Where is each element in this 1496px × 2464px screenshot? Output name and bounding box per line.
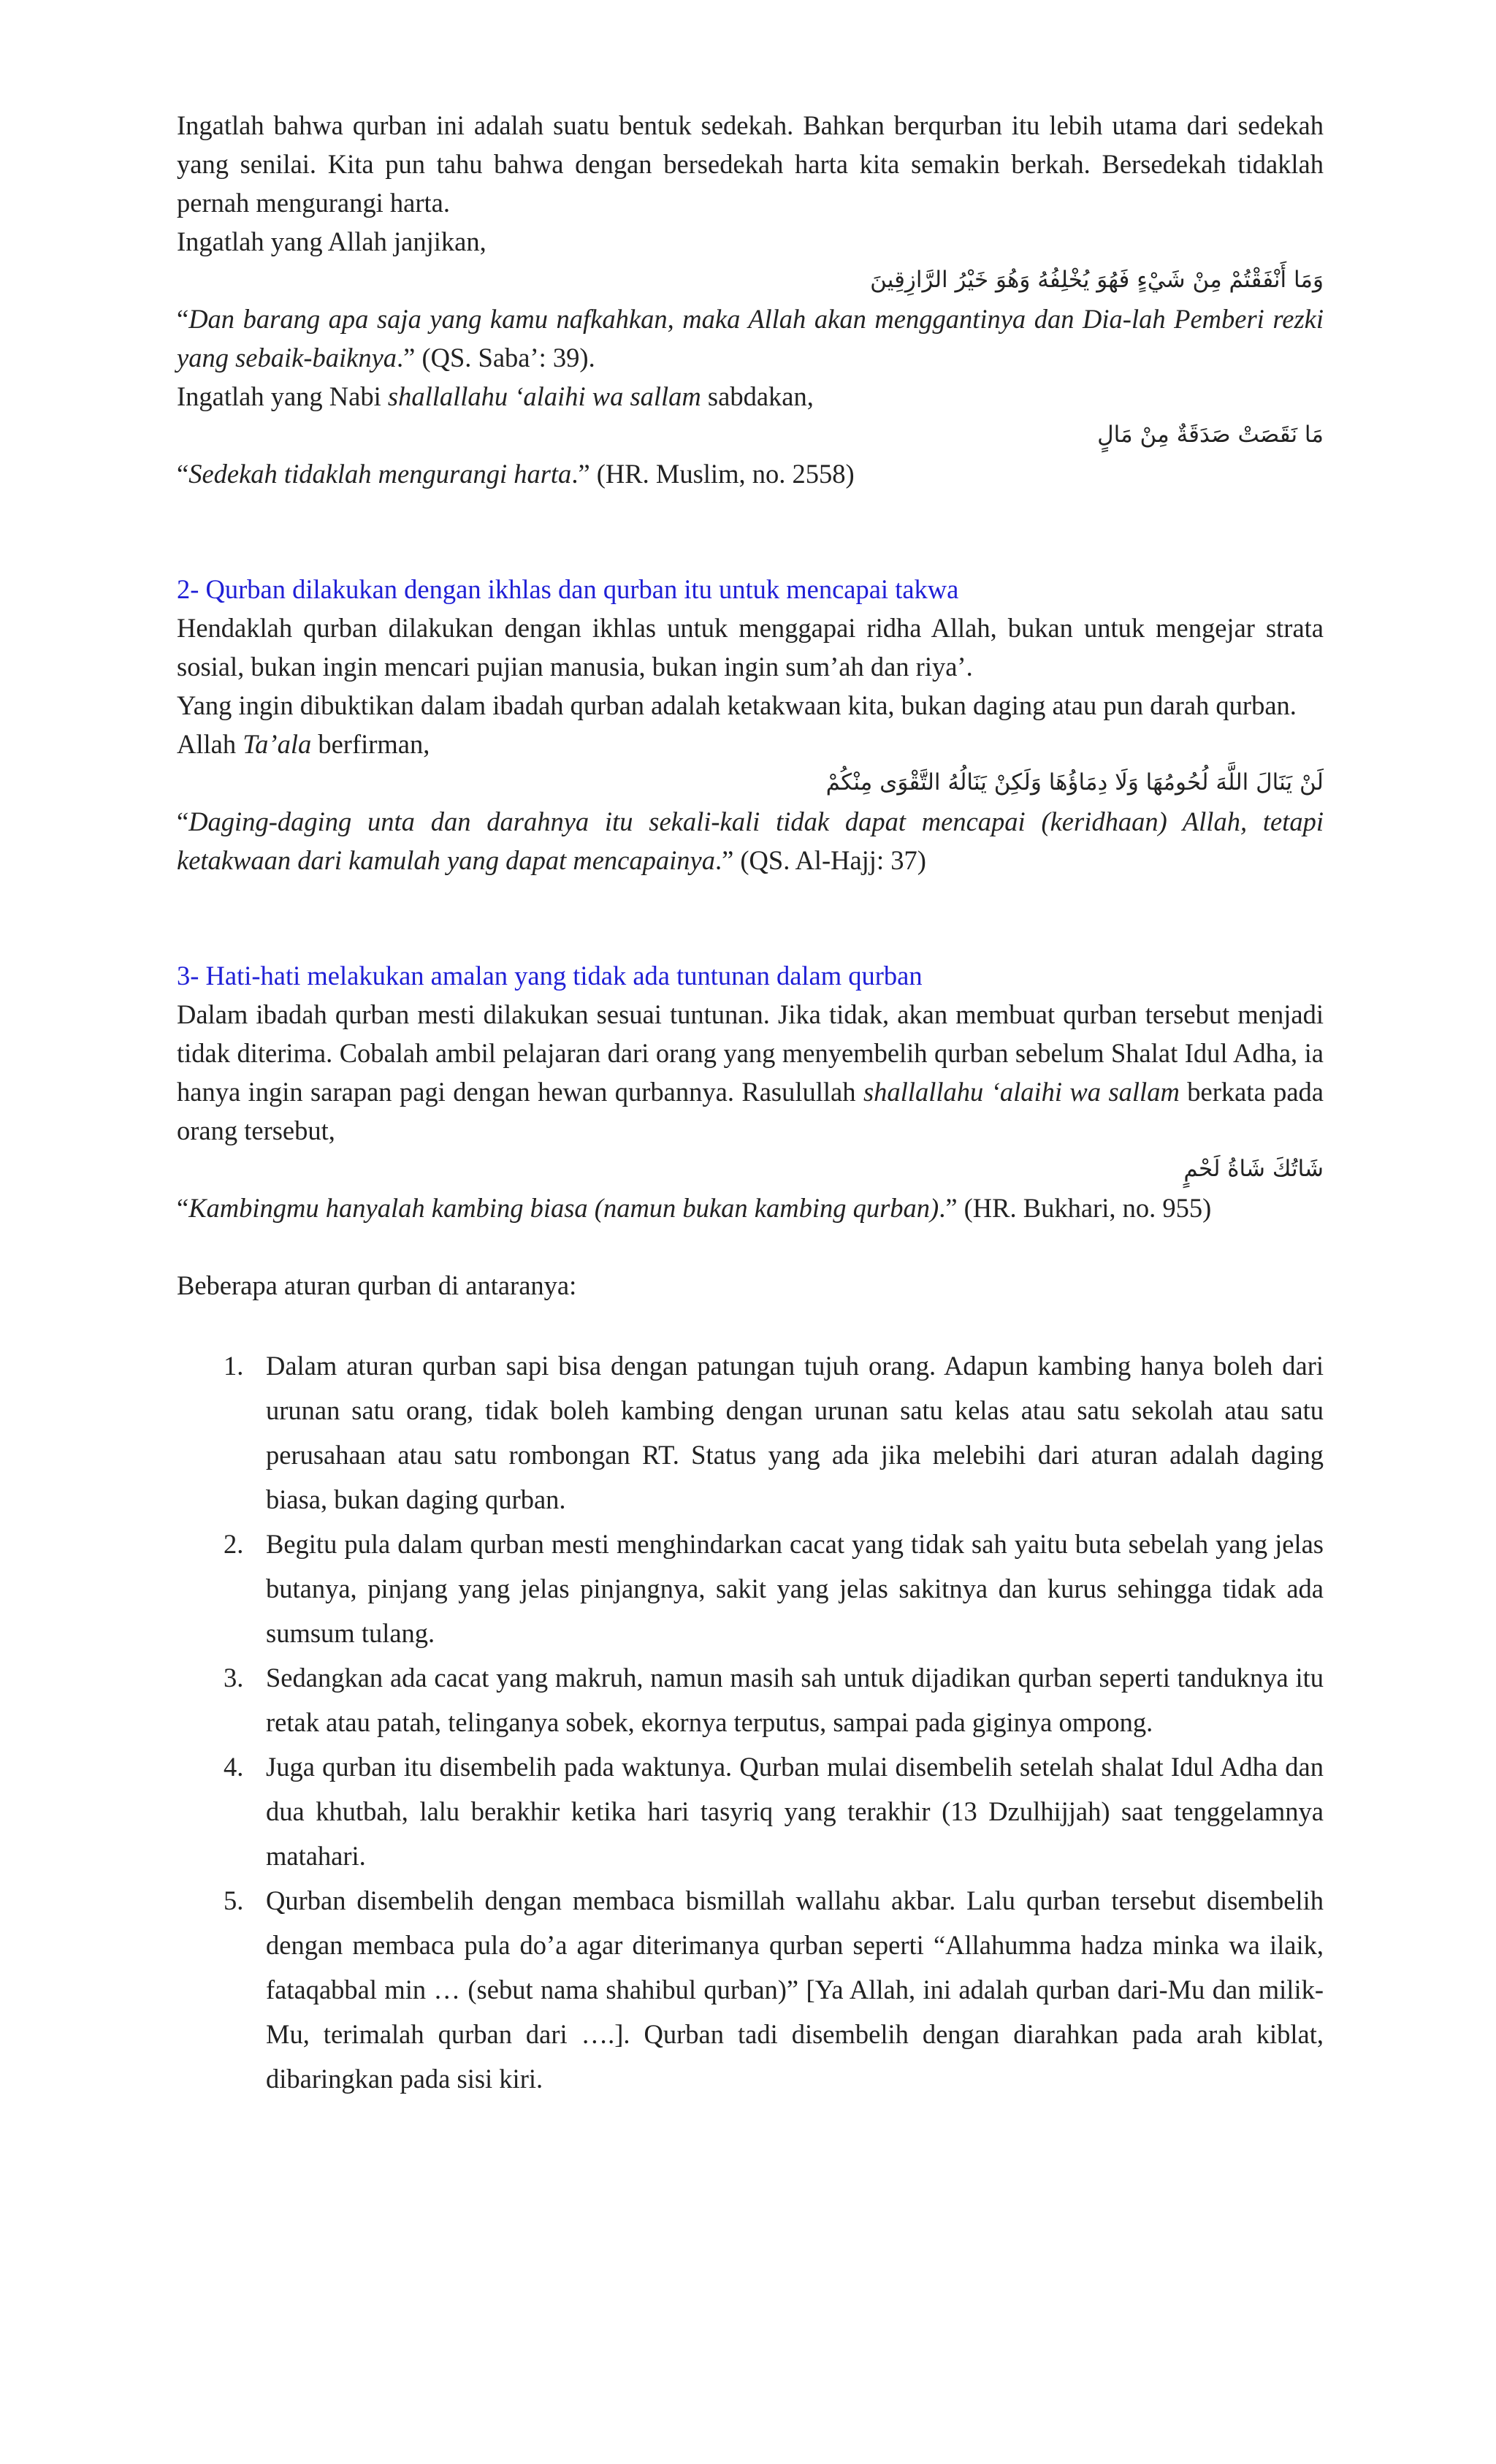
list-item-text: Begitu pula dalam qurban mesti menghindarkan cacat yang tidak sah yaitu buta sebelah yang jelas butanya, pinjang yang jelas pinjangnya, sakit yang jelas sakitnya dan kurus sehingga tidak ada sumsum tulang. — [266, 1529, 1324, 1648]
list-item-text: Juga qurban itu disembelih pada waktunya. Qurban mulai disembelih setelah shalat Idul Adha dan dua khutbah, lalu berakhir ketika hari tasyriq yang terakhir (13 Dzulhijjah) saat tenggelamnya matahari. — [266, 1752, 1324, 1871]
rules-intro: Beberapa aturan qurban di antaranya: — [177, 1270, 577, 1300]
list-item — [224, 1522, 1324, 1655]
list-item — [224, 1878, 1324, 2101]
rules-list — [177, 1343, 1324, 2101]
section-2-allah-line: Allah Ta’ala berfirman, — [177, 729, 430, 759]
reference-hajj: .” (QS. Al-Hajj: 37) — [714, 845, 926, 875]
arabic-verse-saba: وَمَا أَنْفَقْتُمْ مِنْ شَيْءٍ فَهُوَ يُخْلِفُهُ وَهُوَ خَيْرُ الرَّازِقِينَ — [870, 267, 1324, 293]
list-item-text: Qurban disembelih dengan membaca bismillah wallahu akbar. Lalu qurban tersebut disembelih dengan membaca pula do’a agar diterimanya qurban seperti “Allahumma hadza minka wa ilaik, fataqabbal min … (sebut nama shahibul qurban)” [Ya Allah, ini adalah qurban dari-Mu dan milik-Mu, terimalah qurban dari ….]. Qurban tadi disembelih dengan diarahkan pada arah kiblat, dibaringkan pada sisi kiri. — [266, 1885, 1324, 2094]
translation-hadith-kambing: “Kambingmu hanyalah kambing biasa (namun bukan kambing qurban).” (HR. Bukhari, no. 955) — [177, 1193, 1212, 1223]
spacer — [177, 1305, 1324, 1343]
translation-hadith-sedekah: “Sedekah tidaklah mengurangi harta.” (HR. Muslim, no. 2558) — [177, 459, 855, 489]
spacer — [177, 493, 1324, 570]
list-item — [224, 1655, 1324, 1744]
section-2-paragraph-1: Hendaklah qurban dilakukan dengan ikhlas untuk menggapai ridha Allah, bukan untuk mengejar strata sosial, bukan ingin mencari pujian manusia, bukan ingin sum’ah dan riya’. — [177, 613, 1324, 682]
spacer — [177, 880, 1324, 956]
reference-bukhari: .” (HR. Bukhari, no. 955) — [939, 1193, 1212, 1223]
list-item-text: Dalam aturan qurban sapi bisa dengan patungan tujuh orang. Adapun kambing hanya boleh dari urunan satu orang, tidak boleh kambing dengan urunan satu kelas atau satu sekolah atau satu perusahaan atau satu rombongan RT. Status yang ada jika melebihi dari aturan adalah daging biasa, bukan daging qurban. — [266, 1351, 1324, 1514]
translation-saba: “Dan barang apa saja yang kamu nafkahkan, maka Allah akan menggantinya dan Dia-lah Pemberi rezki yang sebaik-baiknya.” (QS. Saba’: 39). — [177, 304, 1324, 373]
section-3-paragraph: Dalam ibadah qurban mesti dilakukan sesuai tuntunan. Jika tidak, akan membuat qurban tersebut menjadi tidak diterima. Cobalah ambil pelajaran dari orang yang menyembelih qurban sebelum Shalat Idul Adha, ia hanya ingin sarapan pagi dengan hewan qurbannya. Rasulullah shallallahu ‘alaihi wa sallam berkata pada orang tersebut, — [177, 999, 1324, 1145]
list-item-text: Sedangkan ada cacat yang makruh, namun masih sah untuk dijadikan qurban seperti tanduknya itu retak atau patah, telinganya sobek, ekornya terputus, sampai pada giginya ompong. — [266, 1663, 1324, 1737]
list-item-number: 3. — [224, 1663, 244, 1693]
list-item-number: 2. — [224, 1529, 244, 1559]
arabic-hadith-kambing: شَاتُكَ شَاةُ لَحْمٍ — [1183, 1156, 1324, 1182]
section-2-paragraph-2: Yang ingin dibuktikan dalam ibadah qurban adalah ketakwaan kita, bukan daging atau pun darah qurban. — [177, 690, 1297, 720]
intro-promise-line: Ingatlah yang Allah janjikan, — [177, 226, 486, 256]
intro-paragraph: Ingatlah bahwa qurban ini adalah suatu bentuk sedekah. Bahkan berqurban itu lebih utama dari sedekah yang senilai. Kita pun tahu bahwa dengan bersedekah harta kita semakin berkah. Bersedekah tidaklah pernah mengurangi harta. — [177, 110, 1324, 218]
list-item — [224, 1343, 1324, 1522]
translation-saba-text: Dan barang apa saja yang kamu nafkahkan, maka Allah akan menggantinya dan Dia-lah Pemberi rezki yang sebaik-baiknya — [177, 304, 1324, 373]
arabic-verse-hajj: لَنْ يَنَالَ اللَّهَ لُحُومُهَا وَلَا دِمَاؤُهَا وَلَكِنْ يَنَالُهُ التَّقْوَى مِنْكُمْ — [825, 769, 1324, 796]
list-item-number: 1. — [224, 1351, 244, 1381]
list-item-number: 5. — [224, 1885, 244, 1915]
section-3-heading: 3- Hati-hati melakukan amalan yang tidak ada tuntunan dalam qurban — [177, 961, 923, 991]
list-item — [224, 1744, 1324, 1878]
spacer — [177, 1227, 1324, 1266]
prophet-saying-line: Ingatlah yang Nabi shallallahu ‘alaihi wa sallam sabdakan, — [177, 381, 814, 411]
section-2-heading: 2- Qurban dilakukan dengan ikhlas dan qurban itu untuk mencapai takwa — [177, 574, 959, 604]
translation-hajj: “Daging-daging unta dan darahnya itu sekali-kali tidak dapat mencapai (keridhaan) Allah, tetapi ketakwaan dari kamulah yang dapat mencapainya.” (QS. Al-Hajj: 37) — [177, 806, 1324, 875]
list-item-number: 4. — [224, 1752, 244, 1782]
reference-muslim: .” (HR. Muslim, no. 2558) — [571, 459, 855, 489]
reference-saba: .” (QS. Saba’: 39). — [397, 343, 595, 373]
arabic-hadith-sedekah: مَا نَقَصَتْ صَدَقَةٌ مِنْ مَالٍ — [1097, 422, 1324, 448]
document-content — [177, 106, 1324, 2101]
